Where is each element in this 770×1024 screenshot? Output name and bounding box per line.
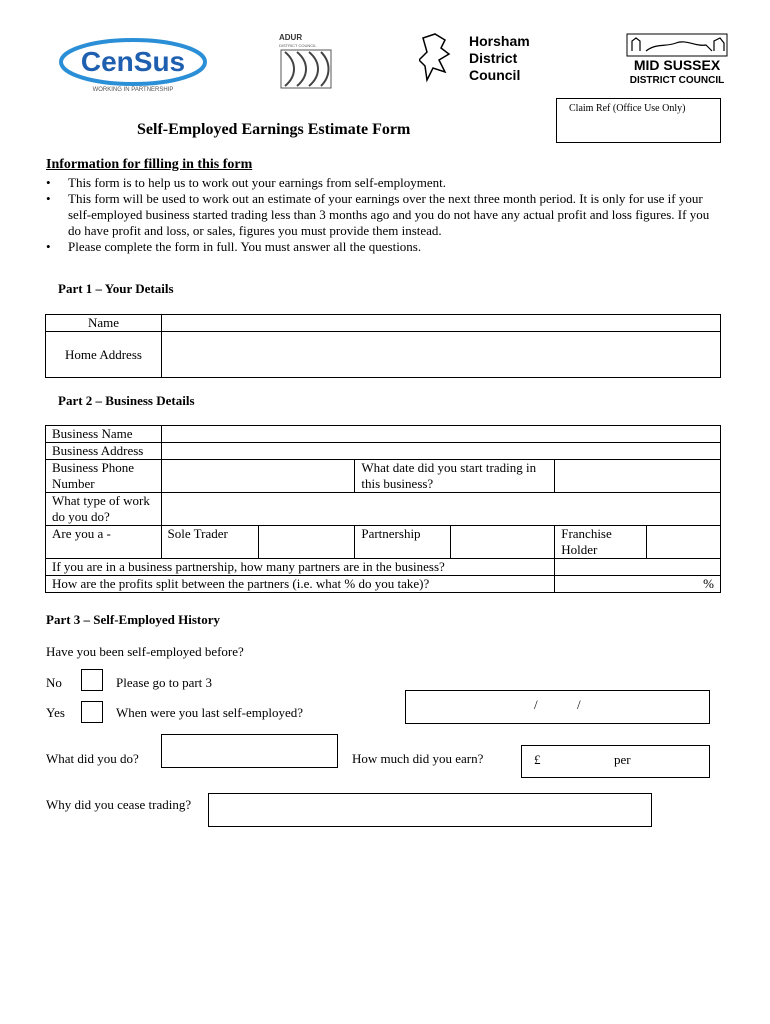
horsham-logo [419, 32, 549, 84]
info-bullet-text: This form will be used to work out an estimate of your earnings over the next three month period. It is only for use if your self-employed business started trading less than 3 months ago and you do not have any actual profit and loss figures. If you do have profit and loss, or sales, figures you must provide them instead. [68, 191, 710, 238]
home-address-label-text: Home Address [65, 346, 142, 362]
name-label [46, 315, 162, 332]
info-bullet-text: Please complete the form in full. You must answer all the questions. [68, 239, 422, 254]
census-logo [58, 36, 208, 94]
how-much-earn-label: How much did you earn? [352, 751, 484, 766]
sole-trader-label-text: Sole Trader [167, 526, 228, 541]
part2-heading: Part 2 – Business Details [58, 393, 195, 408]
claim-ref-box[interactable] [556, 98, 721, 143]
business-details-table [45, 425, 721, 593]
earnings-field[interactable] [521, 745, 710, 778]
adur-logo [277, 32, 337, 90]
midsussex-line1: MID SUSSEX [633, 57, 721, 73]
info-bullet-text: This form is to help us to work out your earnings from self-employment. [68, 175, 447, 190]
why-cease-field[interactable] [208, 793, 652, 827]
franchise-label [555, 526, 646, 559]
partnership-field[interactable] [450, 526, 554, 559]
profit-split-label-text: How are the profits split between the partners (i.e. what % do you take)? [52, 576, 430, 591]
business-phone-label [46, 460, 162, 493]
home-address-field[interactable] [162, 332, 721, 378]
business-name-label [46, 426, 162, 443]
info-bullet: • This form is to help us to work out your earnings from self-employment. [46, 175, 447, 190]
pound-sign: £ [534, 752, 541, 767]
horsham-line2: District [469, 50, 518, 66]
per-label: per [614, 752, 631, 767]
are-you-label-text: Are you a - [52, 526, 111, 541]
why-cease-label: Why did you cease trading? [46, 797, 192, 812]
info-heading: Information for filling in this form [46, 157, 253, 172]
last-self-employed-date-field[interactable] [405, 690, 710, 724]
yes-label: Yes [46, 705, 65, 720]
partners-count-field[interactable] [555, 559, 721, 576]
business-name-field[interactable] [161, 426, 721, 443]
no-instruction: Please go to part 3 [116, 675, 213, 690]
part3-heading: Part 3 – Self-Employed History [46, 612, 221, 627]
sole-trader-label [161, 526, 258, 559]
franchise-field[interactable] [646, 526, 720, 559]
business-phone-field[interactable] [161, 460, 355, 493]
start-date-field[interactable] [555, 460, 721, 493]
date-separator-1: / [534, 697, 538, 712]
percent-sign: % [703, 576, 714, 591]
adur-logo-text: ADUR [279, 33, 303, 42]
profit-split-field[interactable] [555, 576, 721, 593]
self-employed-before-question: Have you been self-employed before? [46, 644, 244, 659]
name-field[interactable] [162, 315, 721, 332]
adur-tagline: DISTRICT COUNCIL [279, 43, 317, 48]
work-type-field[interactable] [161, 493, 721, 526]
work-type-label [46, 493, 162, 526]
page-title: Self-Employed Earnings Estimate Form [137, 121, 411, 138]
profit-split-label [46, 576, 555, 593]
no-checkbox[interactable] [81, 669, 103, 691]
horsham-line3: Council [469, 67, 521, 83]
info-bullet: • This form will be used to work out an estimate of your earnings over the next three month period. It is only for use if your self-employed business started trading less than 3 months ago and you do not have any actual profit and loss figures. If you do have profit and loss, or sales, figures you must provide them instead. [46, 191, 710, 238]
business-address-field[interactable] [161, 443, 721, 460]
are-you-label [46, 526, 162, 559]
franchise-label-text: Franchise Holder [561, 526, 612, 557]
work-type-label-text: What type of work do you do? [52, 493, 150, 524]
name-label-text: Name [87, 315, 120, 330]
date-separator-2: / [577, 697, 581, 712]
what-did-you-do-field[interactable] [161, 734, 338, 768]
start-date-label-text: What date did you start trading in this business? [361, 460, 537, 491]
info-bullets [46, 175, 716, 255]
business-phone-label-text: Business Phone Number [52, 460, 134, 491]
midsussex-line2: DISTRICT COUNCIL [629, 75, 725, 86]
partners-count-label-text: If you are in a business partnership, how many partners are in the business? [52, 559, 445, 574]
mid-sussex-logo [626, 33, 728, 87]
partners-count-label [46, 559, 555, 576]
sole-trader-field[interactable] [258, 526, 354, 559]
start-date-label [355, 460, 555, 493]
census-logo-text: CenSus [80, 46, 186, 77]
your-details-table [45, 314, 721, 378]
yes-checkbox[interactable] [81, 701, 103, 723]
business-name-label-text: Business Name [52, 426, 133, 441]
partnership-label-text: Partnership [361, 526, 421, 541]
home-address-label [46, 332, 162, 378]
business-address-label-text: Business Address [52, 443, 144, 458]
last-self-employed-label: When were you last self-employed? [116, 705, 303, 720]
no-label: No [46, 675, 62, 690]
claim-ref-label: Claim Ref (Office Use Only) [569, 103, 686, 114]
horsham-line1: Horsham [469, 33, 530, 49]
part1-heading: Part 1 – Your Details [58, 281, 174, 296]
partnership-label [355, 526, 450, 559]
what-did-you-do-label: What did you do? [46, 751, 139, 766]
business-address-label [46, 443, 162, 460]
info-bullet: • Please complete the form in full. You must answer all the questions. [46, 239, 422, 254]
census-tagline: WORKING IN PARTNERSHIP [92, 87, 174, 93]
